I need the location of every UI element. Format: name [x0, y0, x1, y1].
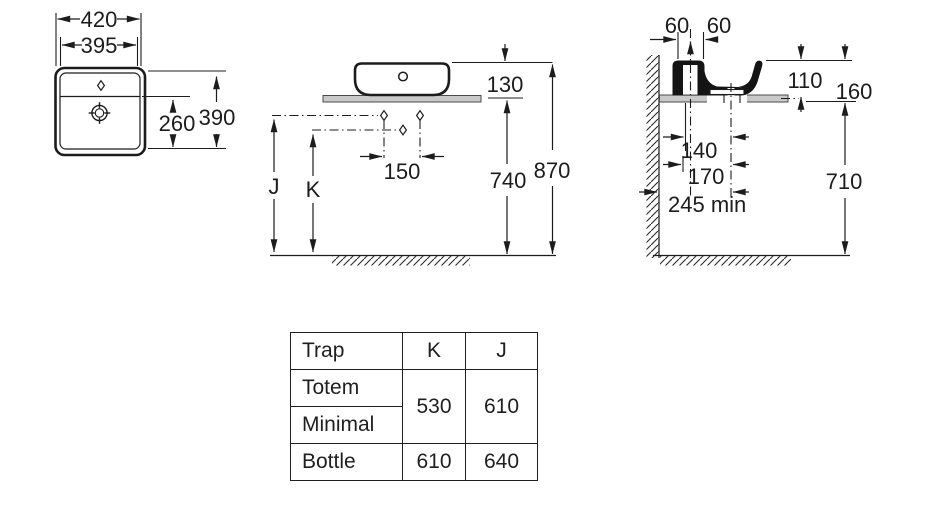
- fixing-marker-left: [381, 111, 388, 121]
- cell-totem-minimal-k: 530: [403, 370, 466, 444]
- header-trap: Trap: [291, 333, 403, 370]
- cell-bottle: Bottle: [291, 444, 403, 481]
- drain-symbol: [89, 102, 111, 124]
- trap-dimension-table: [290, 332, 538, 481]
- dim-text-150: 150: [383, 159, 421, 184]
- trap-axis-lines: [272, 116, 420, 159]
- floor-hatch-side: [660, 256, 791, 266]
- floor-hatch-front: [332, 256, 470, 266]
- cell-bottle-j: 640: [466, 444, 538, 481]
- dim-text-395: 395: [80, 33, 118, 58]
- dim-text-J: J: [268, 174, 280, 199]
- dim-text-390: 390: [198, 105, 236, 130]
- dim-text-870: 870: [533, 158, 571, 183]
- side-view: [639, 29, 856, 266]
- cell-totem-minimal-j: 610: [466, 370, 538, 444]
- countertop-front: [323, 96, 481, 103]
- tap-hole-marker: [98, 81, 105, 91]
- fixing-marker-right: [417, 111, 424, 121]
- table-row-totem: [291, 370, 538, 407]
- dim-line-60-60: [650, 40, 718, 54]
- table-row-bottle: [291, 444, 538, 481]
- dim-text-160: 160: [835, 79, 873, 104]
- cell-totem: Totem: [291, 370, 403, 407]
- dim-text-245min: 245 min: [668, 192, 747, 217]
- wall-hatch: [647, 55, 660, 258]
- dim-text-740: 740: [489, 168, 527, 193]
- dim-text-110: 110: [787, 68, 823, 93]
- basin-front-outline: [355, 64, 449, 96]
- dim-text-260: 260: [158, 111, 196, 136]
- dim-text-420: 420: [80, 7, 118, 32]
- dim-text-130: 130: [486, 72, 524, 97]
- dim-text-60-back: 60: [664, 13, 690, 38]
- table-header-row: [291, 333, 538, 370]
- dim-text-710: 710: [825, 169, 863, 194]
- dim-text-170: 170: [687, 164, 725, 189]
- fixing-marker-center: [400, 125, 407, 135]
- header-j: J: [466, 333, 538, 370]
- header-k: K: [403, 333, 466, 370]
- dim-text-140: 140: [680, 138, 718, 163]
- cell-bottle-k: 610: [403, 444, 466, 481]
- dim-text-60-front: 60: [706, 13, 732, 38]
- cell-minimal: Minimal: [291, 407, 403, 444]
- dim-text-K: K: [305, 177, 321, 202]
